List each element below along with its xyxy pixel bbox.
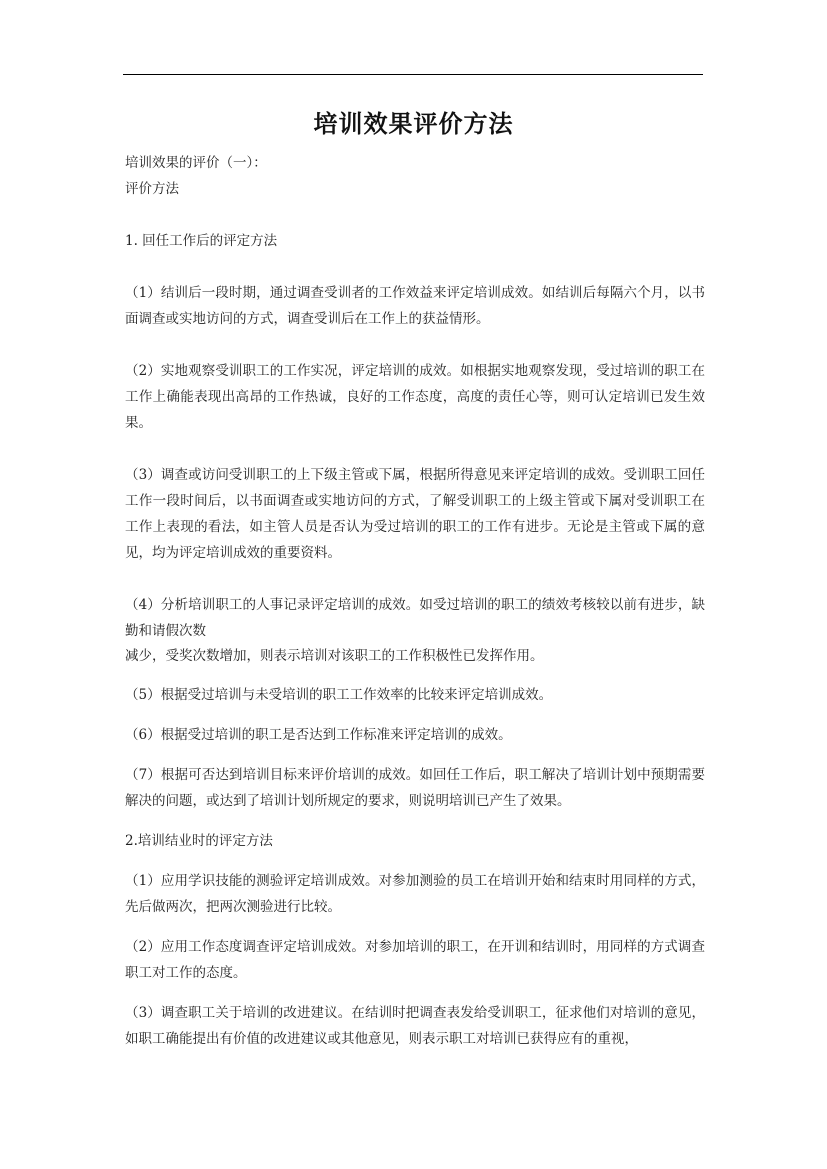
section1-item-7: （7）根据可否达到培训目标来评价培训的成效。如回任工作后，职工解决了培训计划中预期需要解决的问题，或达到了培训计划所规定的要求，则说明培训已产生了效果。 (125, 767, 705, 809)
section2-heading: 2.培训结业时的评定方法 (125, 833, 273, 849)
section1-item-5: （5）根据受过培训与未受培训的职工工作效率的比较来评定培训成效。 (125, 687, 553, 703)
section1-item-4-part2: 减少，受奖次数增加，则表示培训对该职工的工作积极性已发挥作用。 (125, 648, 544, 664)
document-body (125, 150, 705, 1052)
section1-heading: 1. 回任工作后的评定方法 (125, 233, 278, 249)
document-title: 培训效果评价方法 (313, 109, 514, 138)
section1-item-4-part1: （4）分析培训职工的人事记录评定培训的成效。如受过培训的职工的绩效考核较以前有进步，缺勤和请假次数 (125, 597, 705, 639)
section1-item-2: （2）实地观察受训职工的工作实况，评定培训的成效。如根据实地观察发现，受过培训的职工在工作上确能表现出高昂的工作热诚，良好的工作态度，高度的责任心等，则可认定培训已发生效果。 (125, 363, 705, 431)
subtitle-line: 评价方法 (125, 181, 179, 197)
section2-item-3: （3）调查职工关于培训的改进建议。在结训时把调查表发给受训职工，征求他们对培训的意见，如职工确能提出有价值的改进建议或其他意见，则表示职工对培训已获得应有的重视， (125, 1005, 705, 1047)
section1-item-6: （6）根据受过培训的职工是否达到工作标准来评定培训的成效。 (125, 727, 512, 743)
section1-item-3: （3）调查或访问受训职工的上下级主管或下属，根据所得意见来评定培训的成效。受训职工回任工作一段时间后，以书面调查或实地访问的方式，了解受训职工的上级主管或下属对受训职工在工作上表现的看法，如主管人员是否认为受过培训的职工的工作有进步。无论是主管或下属的意见，均为评定培训成效的重要资料。 (125, 467, 705, 561)
header-rule (123, 74, 703, 75)
intro-line: 培训效果的评价（一）： (125, 155, 267, 171)
section2-item-1: （1）应用学识技能的测验评定培训成效。对参加测验的员工在培训开始和结束时用同样的方式，先后做两次，把两次测验进行比较。 (125, 873, 705, 915)
section2-item-2: （2）应用工作态度调查评定培训成效。对参加培训的职工，在开训和结训时，用同样的方式调查职工对工作的态度。 (125, 939, 705, 981)
section1-item-1: （1）结训后一段时期，通过调查受训者的工作效益来评定培训成效。如结训后每隔六个月，以书面调查或实地访问的方式，调查受训后在工作上的获益情形。 (125, 285, 705, 327)
